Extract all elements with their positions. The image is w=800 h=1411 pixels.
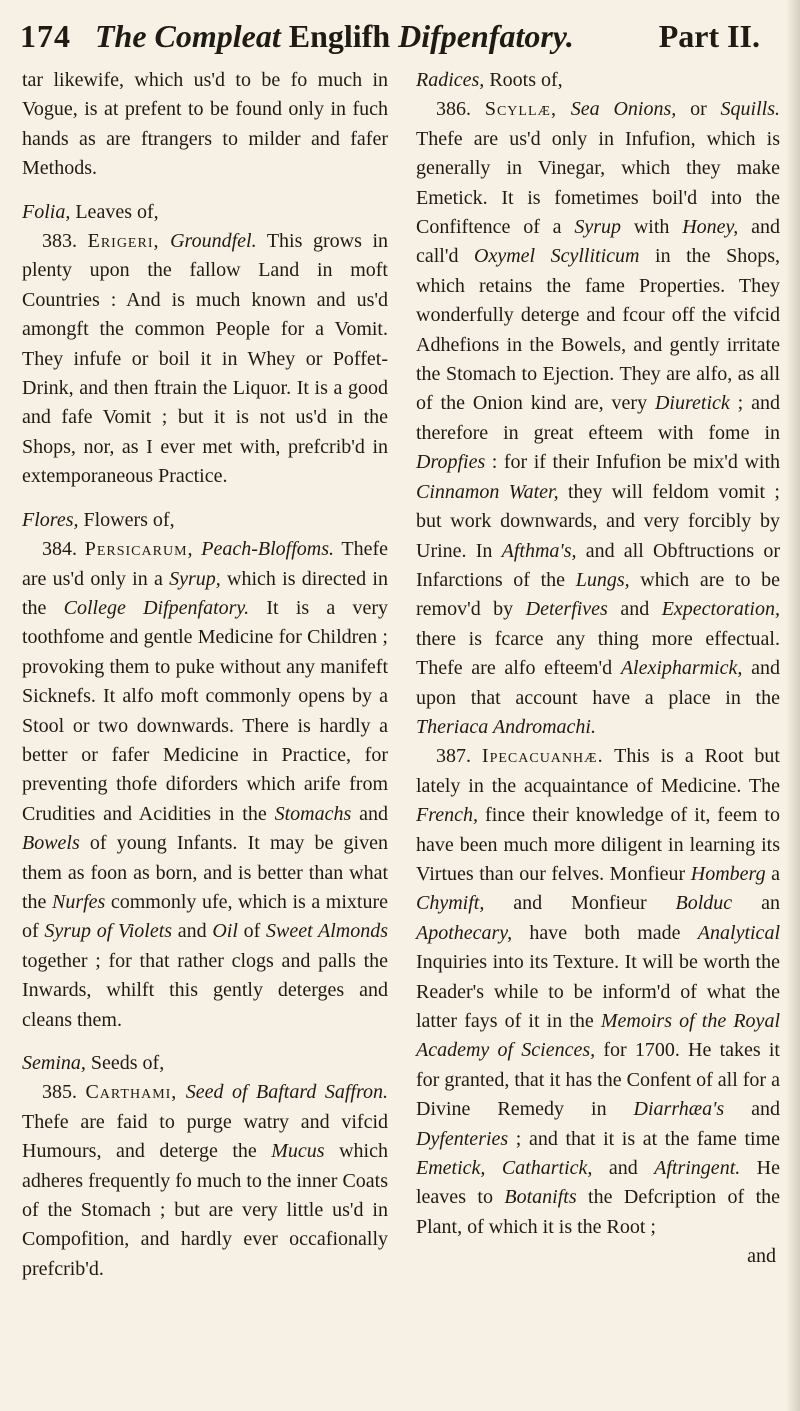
entry-387: 387. Ipecacuanhæ. This is a Root but lately in the acquaintance of Medicine. The French, fince their knowledge of it, feem to have been much more diligent in learning its Virtues than our felves. Monfieur Homberg a Chymift, and Monfieur Bolduc an Apothecary, have both made Analytical Inquiries into its Texture. It will be worth the Reader's while to be inform'd of what the latter fays of it in the Memoirs of the Royal Academy of Sciences, for 1700. He takes it for granted, that it has the Confent of all for a Divine Remedy in Diarrhæa's and Dyfenteries ; and that it is at the fame time Emetick, Cathartick, and Aftringent. He leaves to Botanifts the Defcription of the Plant, of which it is the Root ; (416, 745, 781, 1238)
section-heading-semina: Semina, Seeds of, (22, 1052, 165, 1074)
continued-paragraph: tar likewife, which us'd to be fo much in Vogue, is at prefent to be found only in fuch hands as are ftrangers to milder and fafer Methods. (22, 69, 388, 180)
entry-386: 386. Scyllæ, Sea Onions, or Squills. Thefe are us'd only in Infufion, which is generally in Vinegar, which they make Emetick. It is fometimes boil'd into the Confiftence of a Syrup with Honey, and call'd Oxymel Scylliticum in the Shops, which retains the fame Properties. They wonderfully deterge and fcour off the vifcid Adhefions in the Bowels, and gently irritate the Stomach to Ejection. They are alfo, as all of the Onion kind are, very Diuretick ; and therefore in great efteem with fome in Dropfies : for if their Infufion be mix'd with Cinnamon Water, they will feldom vomit ; but work downwards, and very forcibly by Urine. In Afthma's, and all Obftructions or Infarctions of the Lungs, which are to be remov'd by Deterfives and Expectoration, there is fcarce any thing more effectual. Thefe are alfo efteem'd Alexipharmick, and upon that account have a place in the Theriaca Andromachi. (416, 98, 780, 738)
page-edge-shadow (786, 0, 800, 1411)
section-heading-flores: Flores, Flowers of, (22, 508, 175, 531)
running-header (20, 8, 780, 64)
catchword: and (747, 1245, 776, 1268)
part-label: Part II. (658, 18, 760, 54)
entry-384: 384. Persicarum, Peach-Bloffoms. Thefe are us'd only in a Syrup, which is directed in the College Difpenfatory. It is a very toothfome and gentle Medicine for Children ; provoking them to puke without any manifeft Sicknefs. It alfo moft commonly opens by a Stool or two downwards. There is hardly a better or fafer Medicine in Practice, for preventing thofe diforders which arife from Crudities and Acidities in the Stomachs and Bowels of young Infants. It may be given them as foon as born, and is better than what the Nurfes commonly ufe, which is a mixture of Syrup of Violets and Oil of Sweet Almonds together ; for that rather clogs and palls the Inwards, whilft this gently deterges and cleans them. (22, 538, 389, 1031)
section-heading-radices: Radices, Roots of, (416, 69, 563, 91)
entry-385: 385. Carthami, Seed of Baftard Saffron. Thefe are faid to purge watry and vifcid Humours, and deterge the Mucus which adheres frequently fo much to the inner Coats of the Stomach ; but are very little us'd in Compofition, and hardly ever occafionally prefcrib'd. (22, 1081, 388, 1280)
section-heading-folia: Folia, Leaves of, (22, 200, 159, 223)
page-number: 174 (20, 18, 71, 54)
entry-383: 383. Erigeri, Groundfel. This grows in plenty upon the fallow Land in moft Countries : And is much known and us'd amongft the common People for a Vomit. They infufe or boil it in Whey or Poffet-Drink, and then ftrain the Liquor. It is a good and fafe Vomit ; but it is not us'd in the Shops, nor, as I ever met with, prefcrib'd in extemporaneous Practice. (22, 230, 389, 488)
right-column (416, 66, 780, 1272)
left-column (22, 66, 388, 1284)
book-title: The Compleat Englifh Difpenfatory. (95, 18, 574, 54)
